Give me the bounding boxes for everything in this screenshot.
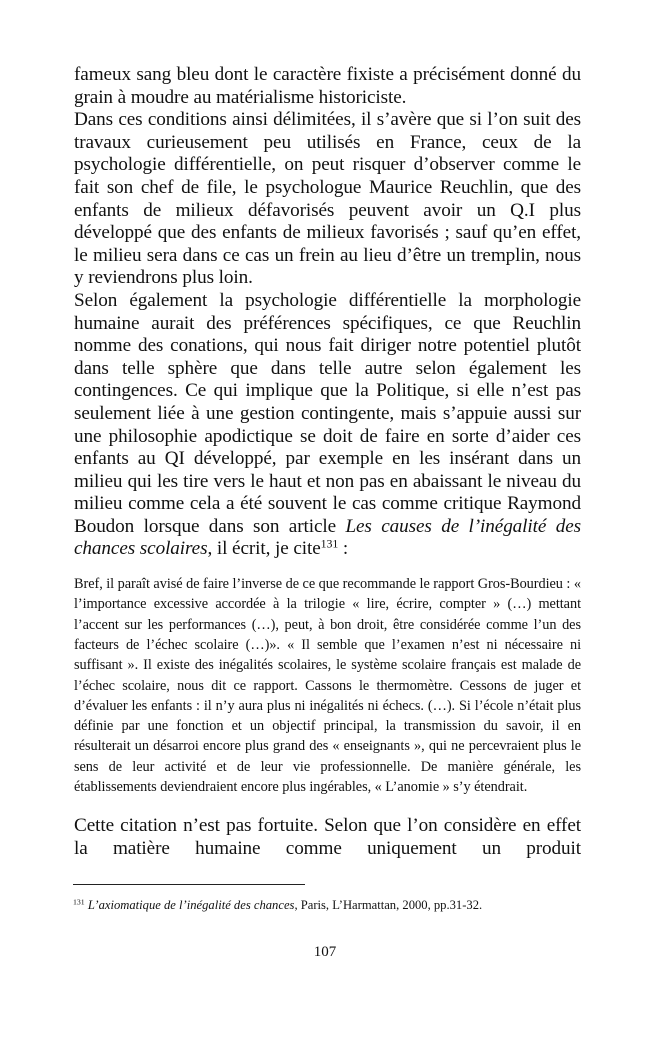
paragraph-3-text: Selon également la psychologie différentielle la morphologie humaine aurait des préférences spécifiques, ce que Reuchlin nomme des conations, qui nous fait diriger notre potentiel plutôt dans telle sphère que dans telle autre selon également les contingences. Ce qui implique que la Politique, si elle n’est pas seulement liée à une gestion contingente, mais s’appuie aussi sur une philosophie apodictique se doit de faire en sorte d’aider ces enfants au QI développé, par exemple en les insérant dans un milieu qui les tire vers le haut et non pas en abaissant le niveau du milieu comme cela a été souvent le cas comme critique Raymond Boudon lorsque dans son article [74, 289, 581, 537]
footnote-book-title: L’axiomatique de l’inégalité des chances [87, 898, 295, 912]
main-body-text [74, 64, 581, 561]
paragraph-3-text-after: , il écrit, je cite [207, 538, 321, 560]
footnote-number: 131 [73, 897, 85, 907]
paragraph-4: Cette citation n’est pas fortuite. Selon que l’on considère en effet la matière humaine comme uniquement un produit [74, 815, 581, 859]
page-content [74, 64, 581, 861]
paragraph-3 [74, 290, 581, 561]
block-quote [74, 574, 581, 797]
paragraph-2: Dans ces conditions ainsi délimitées, il s’avère que si l’on suit des travaux curieusement peu utilisés en France, ceux de la psychologie différentielle, on peut risquer d’observer comme le fait son chef de file, le psychologue Maurice Reuchlin, que des enfants de milieux défavorisés peuvent avoir un Q.I plus développé que des enfants de milieux favorisés ; sauf qu’en effet, le milieu sera dans ce cas un frein au lieu d’être un tremplin, nous y reviendrons plus loin. [74, 109, 581, 289]
paragraph-1: fameux sang bleu dont le caractère fixiste a précisément donné du grain à moudre au matérialisme historiciste. [74, 64, 581, 108]
footnote-separator [73, 884, 305, 885]
block-quote-text: Bref, il paraît avisé de faire l’inverse de ce que recommande le rapport Gros-Bourdieu : « l’importance excessive accordée à la trilogie « lire, écrire, compter » (…) mettant l’accent sur les performances (…), peut, à bon droit, être considérée comme l’un des facteurs de l’échec scolaire (…)». « Il semble que l’examen n’est ni nécessaire ni suffisant ». Il existe des inégalités scolaires, le système scolaire français est malade de l’échec scolaire, nous dit ce rapport. Cassons le thermomètre. Cessons de juger et d’évaluer les enfants : il n’y aura plus ni inégalités ni échecs. (…). Si l’école n’était plus définie par une fonction et un objectif principal, la transmission du savoir, il en résulterait un désarroi encore plus grand des « enseignants », qui ne percevraient plus le sens de leur activité et de leur vie professionnelle. De manière générale, les établissements deviendraient encore plus ingérables, « L’anomie » s’y étendrait. [74, 576, 581, 796]
continuation-text [74, 815, 581, 860]
footnote-reference[interactable]: 131 [320, 536, 339, 551]
paragraph-3-text-end: : [338, 538, 349, 560]
footnote-publication-info: , Paris, L’Harmattan, 2000, pp.31-32. [294, 898, 483, 912]
page-number: 107 [313, 944, 337, 960]
cited-article-title: Les causes de l’inégalité des chances scolaires [74, 515, 581, 560]
footnote [73, 897, 593, 913]
